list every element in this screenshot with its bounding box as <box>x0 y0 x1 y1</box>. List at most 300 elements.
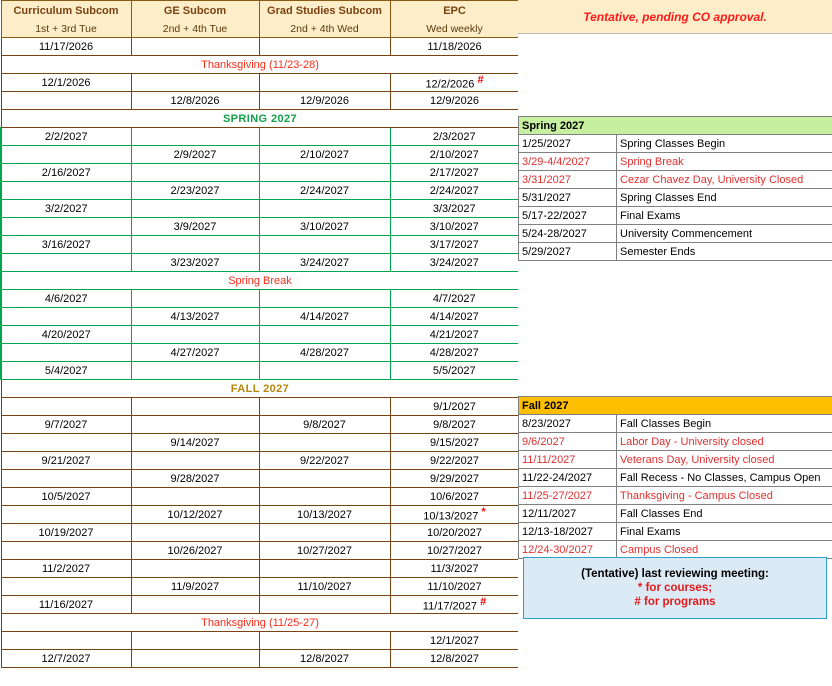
event-row <box>519 487 832 505</box>
event-label: Fall Classes Begin <box>617 415 832 433</box>
header-row-cadence <box>1 20 519 38</box>
spring-events-title: Spring 2027 <box>519 117 832 135</box>
meeting-cell <box>259 488 390 506</box>
meeting-cell <box>390 596 519 614</box>
meeting-cell <box>1 218 131 236</box>
season-band-fall: FALL 2027 <box>1 380 519 398</box>
meeting-cell <box>131 506 259 524</box>
meeting-date: 9/29/2027 <box>430 472 479 485</box>
meeting-cell <box>390 38 519 56</box>
meeting-date: 5/4/2027 <box>44 364 88 377</box>
spring-events-title-row <box>519 117 832 135</box>
event-date: 12/13-18/2027 <box>519 523 617 541</box>
meeting-date: 4/21/2027 <box>429 328 479 341</box>
meeting-date: 3/17/2027 <box>429 238 479 251</box>
meeting-cell <box>259 560 390 578</box>
fall-events-title-row <box>519 397 832 415</box>
meeting-date: 3/10/2027 <box>429 220 479 233</box>
meeting-date: 11/10/2027 <box>297 580 352 593</box>
meeting-cell <box>390 542 519 560</box>
meeting-date: 4/13/2027 <box>170 310 220 323</box>
column-header-ge-subcom: GE Subcom <box>131 1 259 21</box>
meeting-cell <box>390 182 519 200</box>
meeting-row <box>1 470 519 488</box>
event-date: 3/31/2027 <box>519 171 617 189</box>
meeting-row <box>1 488 519 506</box>
meeting-date: 12/2/2026 <box>425 78 475 91</box>
meeting-cell <box>131 308 259 326</box>
meeting-date: 12/8/2027 <box>300 652 349 665</box>
meeting-row <box>1 362 519 380</box>
meeting-cell <box>259 326 390 344</box>
meeting-cell <box>390 290 519 308</box>
meeting-cell <box>259 524 390 542</box>
event-label: Semester Ends <box>617 243 832 261</box>
event-label: Campus Closed <box>617 541 832 559</box>
meeting-cell <box>131 38 259 56</box>
meeting-cell <box>1 290 131 308</box>
meeting-cell <box>259 200 390 218</box>
meeting-cell <box>259 434 390 452</box>
meeting-date: 4/27/2027 <box>170 346 220 359</box>
meeting-cell <box>131 164 259 182</box>
meeting-cell <box>390 128 519 146</box>
event-row <box>519 207 832 225</box>
event-date: 11/22-24/2027 <box>519 469 617 487</box>
column-header-epc: EPC <box>390 1 519 21</box>
meeting-date: 3/24/2027 <box>300 256 349 269</box>
meeting-date: 3/2/2027 <box>44 202 88 215</box>
meeting-cell <box>131 470 259 488</box>
meeting-cell <box>131 596 259 614</box>
event-label: Fall Recess - No Classes, Campus Open <box>617 469 832 487</box>
meeting-row <box>1 596 519 614</box>
meeting-cell <box>131 128 259 146</box>
legend-line-courses: * for courses; <box>637 582 713 594</box>
meeting-cell <box>259 452 390 470</box>
meeting-row <box>1 416 519 434</box>
event-date: 12/11/2027 <box>519 505 617 523</box>
meeting-date: 3/9/2027 <box>173 220 217 233</box>
meeting-cell <box>1 416 131 434</box>
event-row <box>519 415 832 433</box>
meeting-row <box>1 650 519 668</box>
meeting-cell <box>259 236 390 254</box>
meeting-cell <box>131 398 259 416</box>
meeting-row <box>1 398 519 416</box>
meeting-date: 11/17/2027 <box>422 600 478 613</box>
meeting-date: 2/10/2027 <box>300 148 349 161</box>
meeting-cell <box>390 578 519 596</box>
meeting-cell <box>259 596 390 614</box>
column-subheader-epc: Wed weekly <box>390 20 519 38</box>
meeting-cell <box>1 542 131 560</box>
meeting-cell <box>390 92 519 110</box>
meeting-cell <box>259 416 390 434</box>
meeting-cell <box>259 218 390 236</box>
meeting-cell <box>259 650 390 668</box>
meeting-date: 10/27/2027 <box>296 544 353 557</box>
course-review-marker: * <box>481 506 486 519</box>
meeting-cell <box>390 452 519 470</box>
season-band-spring: SPRING 2027 <box>1 110 519 128</box>
legend-line-title: (Tentative) last reviewing meeting: <box>581 568 769 580</box>
meeting-cell <box>259 92 390 110</box>
meeting-cell <box>1 650 131 668</box>
event-label: Thanksgiving - Campus Closed <box>617 487 832 505</box>
holiday-note-row: Thanksgiving (11/25-27) <box>1 614 519 632</box>
tentative-banner: Tentative, pending CO approval. <box>518 0 832 34</box>
meeting-row <box>1 74 519 92</box>
meeting-date: 12/1/2026 <box>41 76 91 89</box>
meeting-date: 10/26/2027 <box>167 544 223 557</box>
meeting-row <box>1 632 519 650</box>
meeting-cell <box>1 506 131 524</box>
meeting-row <box>1 308 519 326</box>
meeting-cell <box>259 38 390 56</box>
meeting-cell <box>1 596 131 614</box>
meeting-cell <box>131 218 259 236</box>
meeting-row <box>1 434 519 452</box>
event-row <box>519 189 832 207</box>
fall-events-title: Fall 2027 <box>519 397 832 415</box>
event-row <box>519 451 832 469</box>
spring-events-table <box>518 116 832 261</box>
meeting-cell <box>1 470 131 488</box>
meeting-date: 3/23/2027 <box>170 256 220 269</box>
meeting-date: 11/9/2027 <box>170 580 220 593</box>
meeting-cell <box>390 200 519 218</box>
event-row <box>519 523 832 541</box>
event-date: 11/25-27/2027 <box>519 487 617 505</box>
meeting-cell <box>1 182 131 200</box>
meeting-date: 2/3/2027 <box>432 130 476 143</box>
event-label: Spring Classes Begin <box>617 135 832 153</box>
column-header-curriculum-subcom: Curriculum Subcom <box>1 1 131 21</box>
meeting-cell <box>390 650 519 668</box>
meeting-cell <box>390 488 519 506</box>
event-label: Spring Break <box>617 153 832 171</box>
meeting-date: 12/7/2027 <box>41 652 91 665</box>
meeting-date: 11/10/2027 <box>427 580 482 593</box>
event-row <box>519 171 832 189</box>
meeting-cell <box>390 560 519 578</box>
event-label: Spring Classes End <box>617 189 832 207</box>
meeting-date: 2/16/2027 <box>41 166 91 179</box>
meeting-cell <box>1 326 131 344</box>
meeting-date: 4/28/2027 <box>300 346 349 359</box>
event-label: University Commencement <box>617 225 832 243</box>
meeting-date: 12/8/2027 <box>430 652 479 665</box>
meeting-date: 4/28/2027 <box>429 346 479 359</box>
meeting-cell <box>259 542 390 560</box>
meeting-row <box>1 38 519 56</box>
meeting-cell <box>259 146 390 164</box>
meeting-cell <box>259 128 390 146</box>
meeting-date: 9/8/2027 <box>303 418 346 431</box>
column-header-grad-studies-subcom: Grad Studies Subcom <box>259 1 390 21</box>
meeting-cell <box>1 398 131 416</box>
meeting-row <box>1 92 519 110</box>
fall-events-table <box>518 396 832 559</box>
event-date: 3/29-4/4/2027 <box>519 153 617 171</box>
meeting-date: 10/13/2027 <box>296 508 353 521</box>
event-label: Final Exams <box>617 523 832 541</box>
meeting-cell <box>390 470 519 488</box>
fall-events-body <box>519 415 832 559</box>
meeting-cell <box>131 578 259 596</box>
meeting-row <box>1 542 519 560</box>
holiday-note-row: Spring Break <box>1 272 519 290</box>
meeting-date: 12/9/2026 <box>300 94 349 107</box>
meeting-cell <box>131 632 259 650</box>
event-date: 1/25/2027 <box>519 135 617 153</box>
meeting-row <box>1 254 519 272</box>
meeting-cell <box>259 290 390 308</box>
event-date: 5/31/2027 <box>519 189 617 207</box>
meeting-date: 2/17/2027 <box>429 166 479 179</box>
event-date: 5/17-22/2027 <box>519 207 617 225</box>
meeting-table-head <box>1 1 519 38</box>
meeting-row <box>1 560 519 578</box>
meeting-cell <box>259 362 390 380</box>
meeting-cell <box>131 542 259 560</box>
meeting-cell <box>390 164 519 182</box>
meeting-cell <box>390 218 519 236</box>
meeting-date: 4/6/2027 <box>44 292 88 305</box>
event-row <box>519 225 832 243</box>
meeting-date: 9/22/2027 <box>300 454 349 467</box>
meeting-date: 9/14/2027 <box>170 436 220 449</box>
meeting-row <box>1 218 519 236</box>
meeting-date: 4/14/2027 <box>429 310 479 323</box>
event-row <box>519 541 832 559</box>
event-date: 12/24-30/2027 <box>519 541 617 559</box>
meeting-cell <box>131 200 259 218</box>
meeting-date: 11/16/2027 <box>38 598 94 611</box>
meeting-date: 9/7/2027 <box>44 418 88 431</box>
meeting-date: 10/20/2027 <box>426 526 483 539</box>
meeting-date: 9/22/2027 <box>430 454 479 467</box>
meeting-date: 2/23/2027 <box>170 184 220 197</box>
meeting-row <box>1 326 519 344</box>
meeting-cell <box>1 560 131 578</box>
meeting-date: 9/8/2027 <box>433 418 476 431</box>
meeting-cell <box>131 560 259 578</box>
meeting-cell <box>1 200 131 218</box>
meeting-cell <box>259 182 390 200</box>
meeting-cell <box>131 362 259 380</box>
program-review-marker: # <box>480 596 487 609</box>
event-date: 5/24-28/2027 <box>519 225 617 243</box>
meeting-date: 4/20/2027 <box>41 328 91 341</box>
event-row <box>519 135 832 153</box>
meeting-date: 3/3/2027 <box>432 202 476 215</box>
meeting-cell <box>259 506 390 524</box>
meeting-date: 2/10/2027 <box>429 148 479 161</box>
meeting-cell <box>1 434 131 452</box>
meeting-date: 10/27/2027 <box>426 544 483 557</box>
meeting-cell <box>390 308 519 326</box>
meeting-cell <box>131 344 259 362</box>
meeting-cell <box>1 578 131 596</box>
meeting-row <box>1 200 519 218</box>
event-label: Fall Classes End <box>617 505 832 523</box>
meeting-cell <box>1 308 131 326</box>
meeting-cell <box>1 92 131 110</box>
meeting-date: 2/2/2027 <box>44 130 88 143</box>
column-subheader-curriculum-subcom: 1st + 3rd Tue <box>1 20 131 38</box>
meeting-cell <box>131 254 259 272</box>
meeting-cell <box>390 506 519 524</box>
meeting-cell <box>259 164 390 182</box>
meeting-date: 9/15/2027 <box>430 436 479 449</box>
meeting-row <box>1 236 519 254</box>
meeting-cell <box>390 434 519 452</box>
meeting-cell <box>131 524 259 542</box>
meeting-cell <box>390 362 519 380</box>
meeting-cell <box>390 632 519 650</box>
meeting-row <box>1 344 519 362</box>
event-row <box>519 243 832 261</box>
meeting-row <box>1 524 519 542</box>
meeting-cell <box>390 524 519 542</box>
meeting-cell <box>131 434 259 452</box>
meeting-date: 4/7/2027 <box>432 292 476 305</box>
meeting-date: 12/8/2026 <box>170 94 220 107</box>
meeting-cell <box>390 416 519 434</box>
meeting-cell <box>1 362 131 380</box>
meeting-cell <box>131 74 259 92</box>
event-label: Labor Day - University closed <box>617 433 832 451</box>
legend-box <box>523 557 827 619</box>
meeting-cell <box>1 488 131 506</box>
meeting-cell <box>1 128 131 146</box>
meeting-cell <box>131 182 259 200</box>
meeting-date: 3/16/2027 <box>41 238 91 251</box>
event-label: Final Exams <box>617 207 832 225</box>
meeting-date: 9/1/2027 <box>433 400 476 413</box>
event-date: 5/29/2027 <box>519 243 617 261</box>
meeting-date: 11/18/2026 <box>427 40 482 53</box>
meeting-cell <box>131 416 259 434</box>
meeting-cell <box>131 650 259 668</box>
event-label: Veterans Day, University closed <box>617 451 832 469</box>
meeting-date: 12/9/2026 <box>430 94 479 107</box>
meeting-cell <box>131 290 259 308</box>
meeting-row <box>1 452 519 470</box>
meeting-row <box>1 290 519 308</box>
meeting-row <box>1 578 519 596</box>
meeting-date: 5/5/2027 <box>432 364 476 377</box>
meeting-date: 3/10/2027 <box>300 220 349 233</box>
meeting-date: 10/13/2027 <box>423 510 479 523</box>
meeting-cell <box>390 74 519 92</box>
meeting-cell <box>259 398 390 416</box>
meeting-cell <box>390 398 519 416</box>
meeting-cell <box>131 236 259 254</box>
meeting-date: 3/24/2027 <box>429 256 479 269</box>
meeting-cell <box>1 164 131 182</box>
meeting-cell <box>259 578 390 596</box>
holiday-note-row: Thanksgiving (11/23-28) <box>1 56 519 74</box>
spring-events-body <box>519 135 832 261</box>
meeting-date: 2/24/2027 <box>300 184 349 197</box>
meeting-cell <box>1 74 131 92</box>
event-date: 9/6/2027 <box>519 433 617 451</box>
column-subheader-grad-studies-subcom: 2nd + 4th Wed <box>259 20 390 38</box>
meeting-cell <box>390 236 519 254</box>
meeting-cell <box>131 92 259 110</box>
meeting-cell <box>1 524 131 542</box>
event-row <box>519 433 832 451</box>
meeting-date: 12/1/2027 <box>430 634 479 647</box>
meeting-cell <box>259 308 390 326</box>
event-row <box>519 153 832 171</box>
meeting-date: 10/19/2027 <box>38 526 94 539</box>
meeting-cell <box>131 452 259 470</box>
meeting-cell <box>1 236 131 254</box>
meeting-cell <box>259 254 390 272</box>
meeting-row <box>1 146 519 164</box>
meeting-row <box>1 164 519 182</box>
meeting-cell <box>1 452 131 470</box>
header-row-titles <box>1 1 519 21</box>
meeting-cell <box>259 632 390 650</box>
meeting-date: 9/21/2027 <box>41 454 91 467</box>
meeting-date: 11/2/2027 <box>41 562 91 575</box>
meeting-cell <box>259 344 390 362</box>
meeting-cell <box>1 632 131 650</box>
meeting-date: 11/3/2027 <box>430 562 479 575</box>
event-label: Cezar Chavez Day, University Closed <box>617 171 832 189</box>
meeting-cell <box>390 254 519 272</box>
meeting-cell <box>259 470 390 488</box>
meeting-cell <box>1 254 131 272</box>
meeting-cell <box>1 344 131 362</box>
meeting-cell <box>259 74 390 92</box>
meeting-cell <box>1 146 131 164</box>
meeting-date: 4/14/2027 <box>300 310 349 323</box>
meeting-cell <box>390 326 519 344</box>
event-row <box>519 469 832 487</box>
meeting-row <box>1 182 519 200</box>
meeting-date: 11/17/2026 <box>38 40 94 53</box>
meeting-cell <box>390 344 519 362</box>
event-row <box>519 505 832 523</box>
meeting-cell <box>390 146 519 164</box>
program-review-marker: # <box>477 74 484 87</box>
meeting-date: 2/9/2027 <box>173 148 217 161</box>
meeting-cell <box>131 146 259 164</box>
meeting-cell <box>1 38 131 56</box>
right-panel <box>518 0 832 686</box>
meeting-date: 10/6/2027 <box>430 490 479 503</box>
column-subheader-ge-subcom: 2nd + 4th Tue <box>131 20 259 38</box>
meeting-date: 10/5/2027 <box>41 490 91 503</box>
meeting-table-body <box>1 38 519 668</box>
event-date: 11/11/2027 <box>519 451 617 469</box>
meeting-cell <box>131 488 259 506</box>
meeting-date: 9/28/2027 <box>170 472 220 485</box>
meeting-date: 10/12/2027 <box>167 508 223 521</box>
meeting-date: 2/24/2027 <box>429 184 479 197</box>
legend-line-programs: # for programs <box>634 596 716 608</box>
event-date: 8/23/2027 <box>519 415 617 433</box>
meeting-cell <box>131 326 259 344</box>
meeting-row <box>1 128 519 146</box>
meeting-row <box>1 506 519 524</box>
